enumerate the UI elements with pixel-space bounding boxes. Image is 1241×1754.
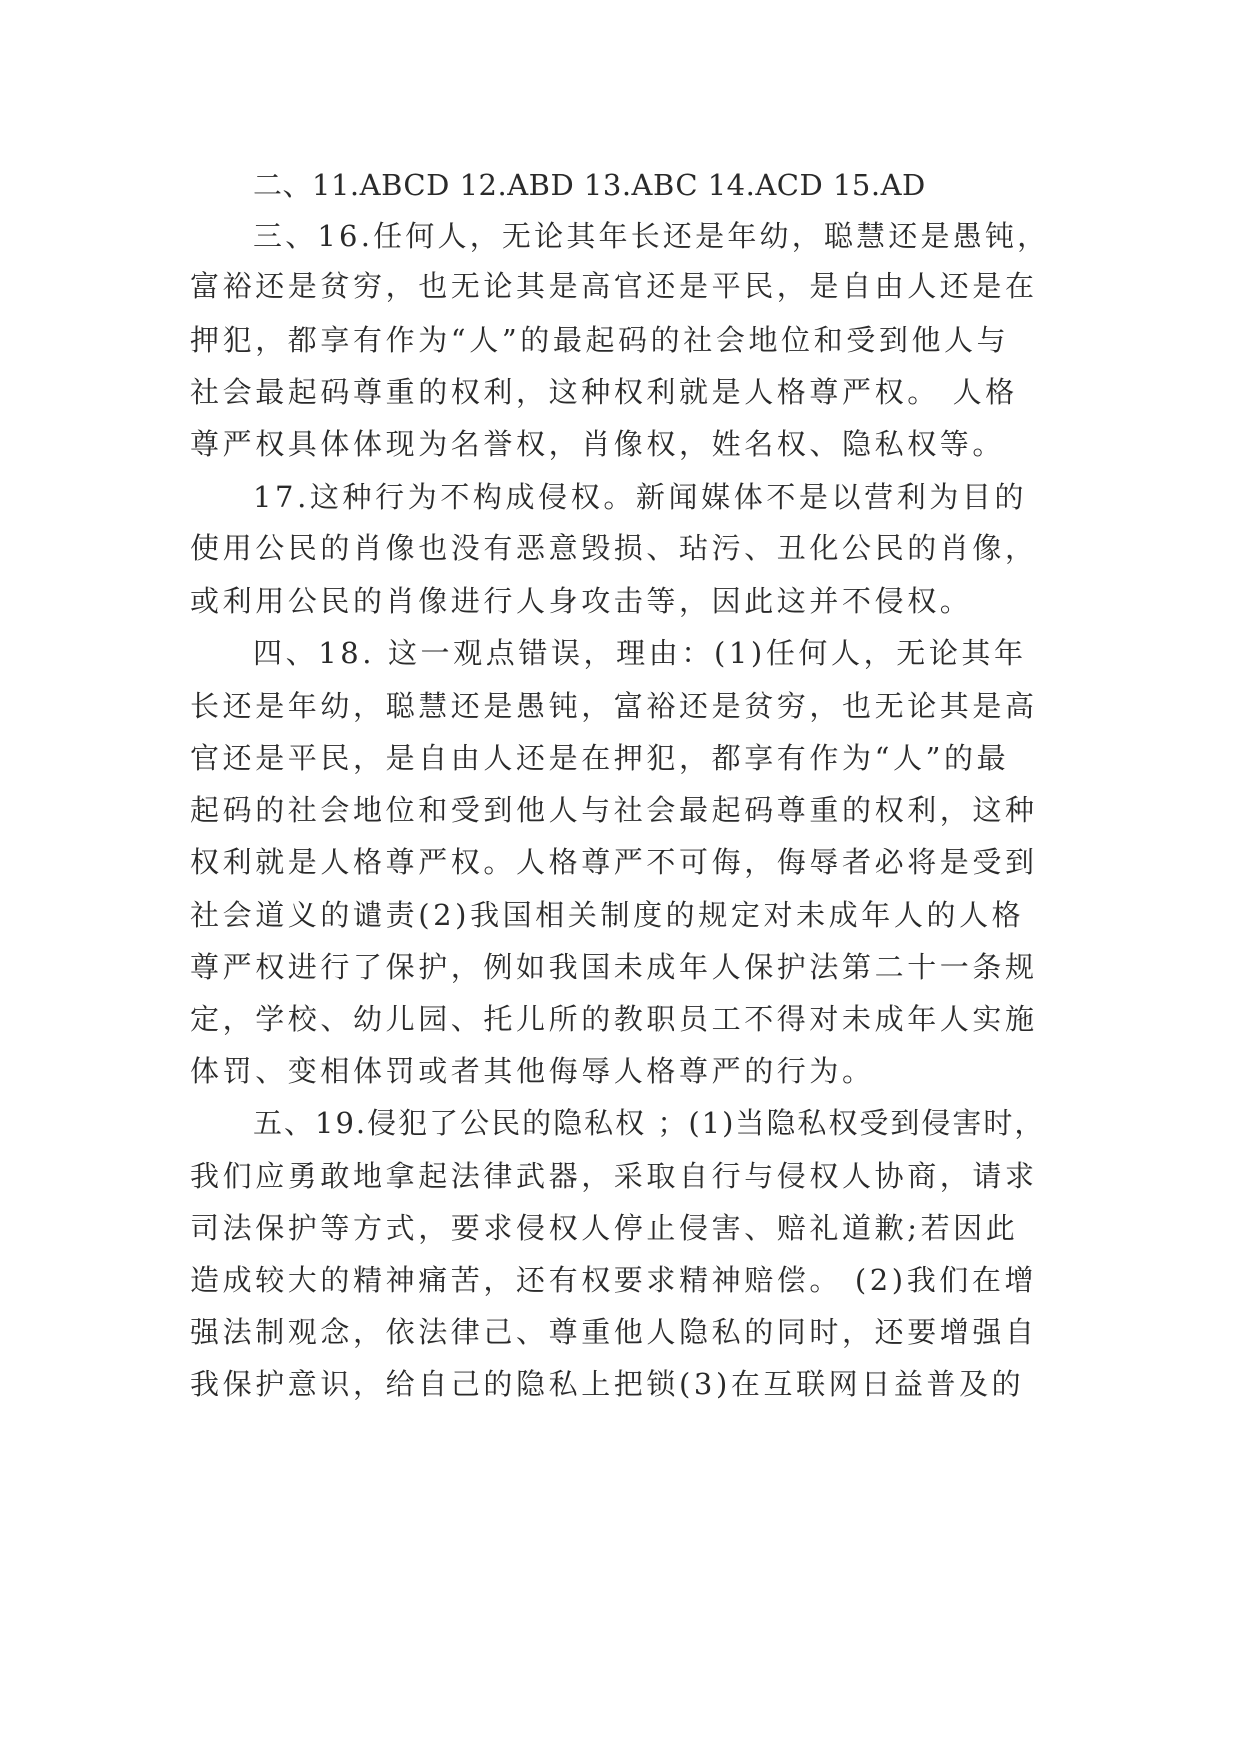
paragraph-line: 官还是平民，是自由人还是在押犯，都享有作为“人”的最 — [190, 741, 1010, 775]
paragraph-line: 强法制观念，依法律己、尊重他人隐私的同时，还要增强自 — [190, 1315, 1038, 1349]
paragraph-line: 17.这种行为不构成侵权。新闻媒体不是以营利为目的 — [253, 480, 1028, 514]
paragraph-line: 社会道义的谴责(2)我国相关制度的规定对未成年人的人格 — [190, 898, 1025, 932]
paragraph-line: 押犯，都享有作为“人”的最起码的社会地位和受到他人与 — [190, 323, 1010, 357]
paragraph-line: 造成较大的精神痛苦，还有权要求精神赔偿。 (2)我们在增 — [190, 1263, 1038, 1297]
answer-line-section-2: 二、11.ABCD 12.ABD 13.ABC 14.ACD 15.AD — [253, 168, 926, 202]
paragraph-line: 体罚、变相体罚或者其他侮辱人格尊严的行为。 — [190, 1054, 875, 1088]
paragraph-line: 社会最起码尊重的权利，这种权利就是人格尊严权。 人格 — [190, 375, 1018, 409]
paragraph-line: 权利就是人格尊严权。人格尊严不可侮，侮辱者必将是受到 — [190, 845, 1038, 879]
paragraph-line: 或利用公民的肖像进行人身攻击等，因此这并不侵权。 — [190, 584, 973, 618]
paragraph-line: 富裕还是贫穷，也无论其是高官还是平民，是自由人还是在 — [190, 269, 1038, 303]
paragraph-line: 定，学校、幼儿园、托儿所的教职员工不得对未成年人实施 — [190, 1002, 1038, 1036]
paragraph-line: 尊严权进行了保护，例如我国未成年人保护法第二十一条规 — [190, 950, 1038, 984]
paragraph-line: 四、18. 这一观点错误，理由：(1)任何人，无论其年 — [253, 636, 1027, 670]
paragraph-line: 起码的社会地位和受到他人与社会最起码尊重的权利，这种 — [190, 793, 1038, 827]
paragraph-line: 我保护意识，给自己的隐私上把锁(3)在互联网日益普及的 — [190, 1367, 1025, 1401]
paragraph-line: 尊严权具体体现为名誉权，肖像权，姓名权、隐私权等。 — [190, 427, 1006, 461]
paragraph-line: 我们应勇敢地拿起法律武器，采取自行与侵权人协商，请求 — [190, 1159, 1038, 1193]
paragraph-line: 使用公民的肖像也没有恶意毁损、玷污、丑化公民的肖像， — [190, 531, 1038, 565]
paragraph-line: 五、19.侵犯了公民的隐私权 ；(1)当隐私权受到侵害时， — [253, 1106, 1046, 1140]
paragraph-line: 长还是年幼，聪慧还是愚钝，富裕还是贫穷，也无论其是高 — [190, 689, 1038, 723]
paragraph-line: 三、16.任何人，无论其年长还是年幼，聪慧还是愚钝， — [253, 219, 1050, 253]
paragraph-line: 司法保护等方式，要求侵权人停止侵害、赔礼道歉;若因此 — [190, 1211, 1019, 1245]
